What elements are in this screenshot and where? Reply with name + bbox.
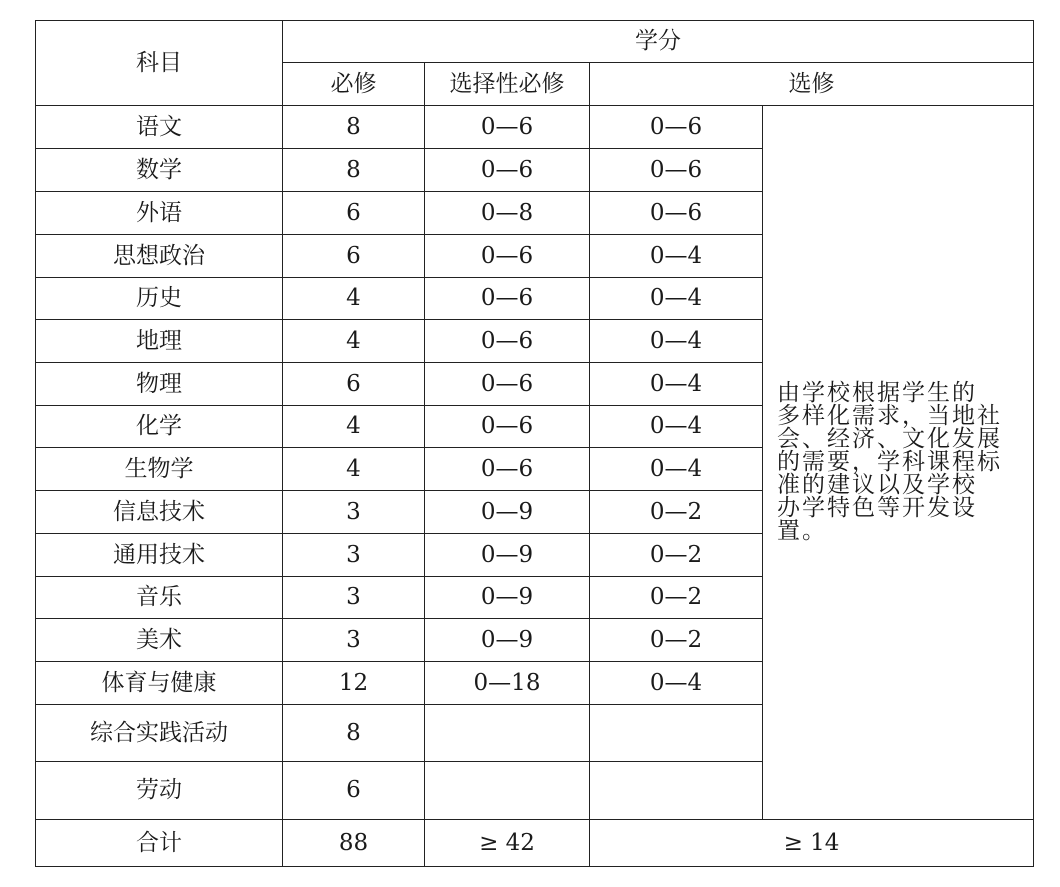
- cell-elective: 0—2: [590, 534, 763, 577]
- cell-elective: 0—4: [590, 363, 763, 406]
- cell-selective: 0—6: [425, 406, 590, 448]
- cell-subject: 生物学: [36, 448, 283, 491]
- cell-subject: 物理: [36, 363, 283, 406]
- cell-subject: 综合实践活动: [36, 705, 283, 762]
- cell-required: 4: [283, 448, 425, 491]
- table-row: [36, 106, 1034, 149]
- cell-elective: 0—4: [590, 320, 763, 363]
- cell-subject: 地理: [36, 320, 283, 363]
- cell-required: 3: [283, 534, 425, 577]
- cell-required: 4: [283, 320, 425, 363]
- header-subject: 科目: [36, 21, 283, 106]
- elective-note-line: 会、经济、文化发展: [777, 426, 1002, 452]
- cell-elective: [590, 762, 763, 820]
- header-elective: 选修: [590, 63, 1034, 106]
- cell-selective: [425, 762, 590, 820]
- cell-selective: 0—6: [425, 448, 590, 491]
- cell-subject: 化学: [36, 406, 283, 448]
- cell-subject: 思想政治: [36, 235, 283, 278]
- cell-required: 8: [283, 705, 425, 762]
- cell-subject: 体育与健康: [36, 662, 283, 705]
- cell-subject: 历史: [36, 278, 283, 320]
- cell-elective: 0—6: [590, 192, 763, 235]
- cell-required: 8: [283, 106, 425, 149]
- cell-required: 6: [283, 192, 425, 235]
- elective-note-line: 办学特色等开发设: [777, 495, 977, 521]
- cell-elective: 0—4: [590, 662, 763, 705]
- cell-selective: 0—6: [425, 235, 590, 278]
- cell-selective: 0—6: [425, 149, 590, 192]
- cell-required: 3: [283, 577, 425, 619]
- total-selective: ≥ 42: [425, 820, 590, 867]
- total-required: 88: [283, 820, 425, 867]
- header-selective-required: 选择性必修: [425, 63, 590, 106]
- elective-note-line: 由学校根据学生的: [777, 380, 977, 406]
- cell-selective: 0—9: [425, 534, 590, 577]
- header-row-1: [36, 21, 1034, 63]
- cell-required: 8: [283, 149, 425, 192]
- cell-subject: 语文: [36, 106, 283, 149]
- cell-subject: 外语: [36, 192, 283, 235]
- cell-selective: 0—9: [425, 577, 590, 619]
- cell-selective: 0—6: [425, 278, 590, 320]
- cell-required: 6: [283, 363, 425, 406]
- elective-note-line: 的需要，学科课程标: [777, 449, 1002, 475]
- cell-required: 6: [283, 235, 425, 278]
- cell-elective: 0—4: [590, 278, 763, 320]
- cell-required: 3: [283, 491, 425, 534]
- elective-note-line: 准的建议以及学校: [777, 472, 977, 498]
- total-label: 合计: [36, 820, 283, 867]
- cell-elective: 0—6: [590, 106, 763, 149]
- cell-selective: 0—9: [425, 491, 590, 534]
- cell-selective: 0—6: [425, 363, 590, 406]
- elective-note: [763, 106, 1034, 820]
- cell-elective: 0—2: [590, 577, 763, 619]
- elective-note-line: 置。: [777, 518, 827, 544]
- header-required: 必修: [283, 63, 425, 106]
- cell-subject: 通用技术: [36, 534, 283, 577]
- cell-subject: 劳动: [36, 762, 283, 820]
- cell-elective: 0—4: [590, 235, 763, 278]
- cell-subject: 美术: [36, 619, 283, 662]
- cell-selective: [425, 705, 590, 762]
- cell-selective: 0—6: [425, 320, 590, 363]
- cell-subject: 信息技术: [36, 491, 283, 534]
- cell-elective: 0—4: [590, 448, 763, 491]
- cell-elective: [590, 705, 763, 762]
- credits-table: [35, 20, 1034, 867]
- total-row: [36, 820, 1034, 867]
- cell-required: 6: [283, 762, 425, 820]
- cell-required: 3: [283, 619, 425, 662]
- cell-selective: 0—6: [425, 106, 590, 149]
- cell-elective: 0—2: [590, 619, 763, 662]
- cell-selective: 0—18: [425, 662, 590, 705]
- cell-required: 4: [283, 278, 425, 320]
- elective-note-line: 多样化需求，当地社: [777, 403, 1002, 429]
- cell-subject: 音乐: [36, 577, 283, 619]
- total-elective: ≥ 14: [590, 820, 1034, 867]
- cell-elective: 0—4: [590, 406, 763, 448]
- cell-elective: 0—2: [590, 491, 763, 534]
- header-credits: 学分: [283, 21, 1034, 63]
- cell-elective: 0—6: [590, 149, 763, 192]
- cell-required: 12: [283, 662, 425, 705]
- cell-subject: 数学: [36, 149, 283, 192]
- cell-selective: 0—8: [425, 192, 590, 235]
- cell-selective: 0—9: [425, 619, 590, 662]
- cell-required: 4: [283, 406, 425, 448]
